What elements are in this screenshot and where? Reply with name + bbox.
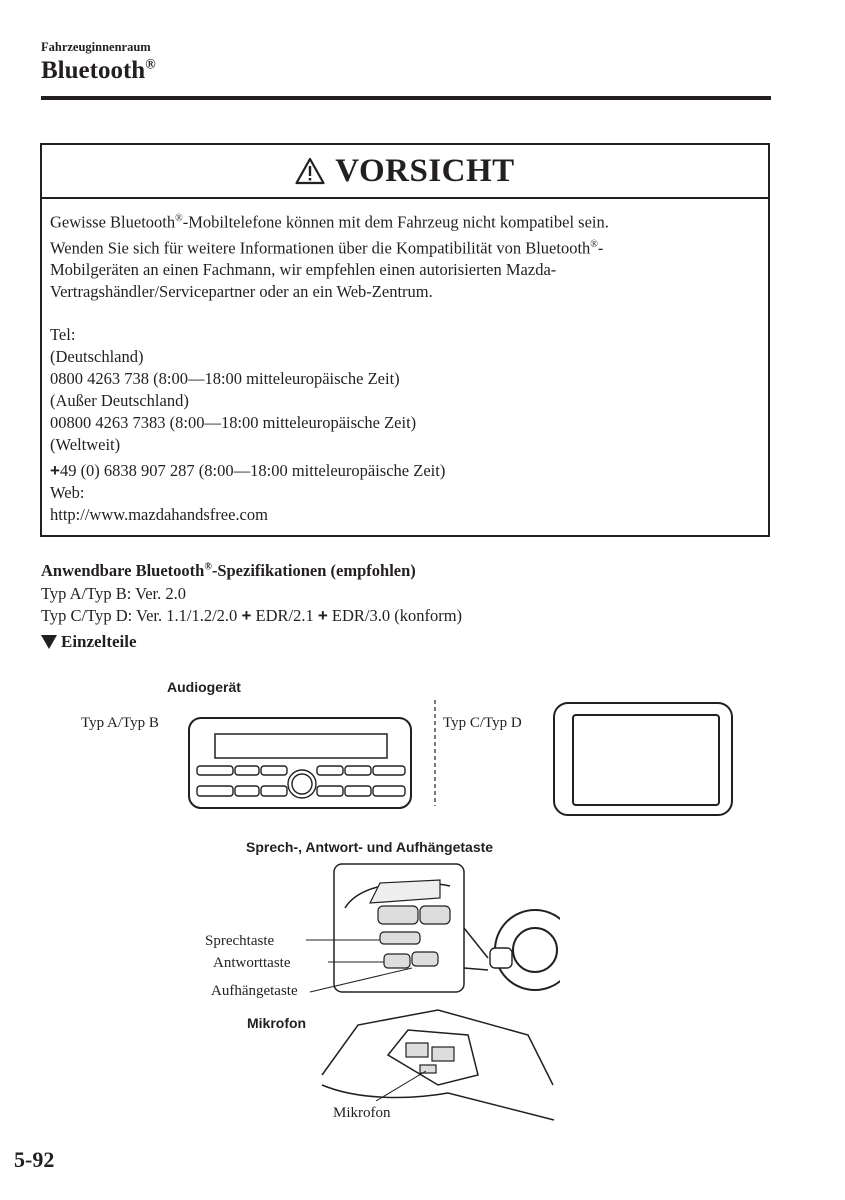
- audio-label: Audiogerät: [167, 679, 241, 695]
- caution-line: Vertragshändler/Servicepartner oder an ein Web-Zentrum.: [50, 282, 433, 301]
- spec-line-ab: Typ A/Typ B: Ver. 2.0: [41, 584, 186, 603]
- spec-heading: Anwendbare Bluetooth®-Spezifikationen (empfohlen): [41, 561, 416, 580]
- tel-label: Tel:: [50, 325, 76, 344]
- caution-body: [50, 208, 758, 526]
- worldwide-number: +49 (0) 6838 907 287 (8:00—18:00 mitteleuropäische Zeit): [50, 461, 446, 480]
- caution-line: Gewisse Bluetooth®-Mobiltelefone können mit dem Fahrzeug nicht kompatibel sein.: [50, 212, 609, 232]
- warning-triangle-icon: [295, 157, 325, 185]
- answer-button-label: Antworttaste: [213, 955, 291, 971]
- title-rule: [41, 96, 771, 100]
- caution-line: Wenden Sie sich für weitere Informationen über die Kompatibilität von Bluetooth®-: [50, 238, 604, 257]
- page-title: Bluetooth®: [41, 57, 156, 84]
- hangup-button-label: Aufhängetaste: [211, 983, 298, 999]
- buttons-label: Sprech-, Antwort- und Aufhängetaste: [246, 839, 494, 855]
- display-screen-illustration: [551, 700, 736, 818]
- microphone-callout: Mikrofon: [333, 1105, 391, 1121]
- web-label: Web:: [50, 483, 85, 502]
- type-ab-label: Typ A/Typ B: [81, 715, 159, 731]
- type-cd-label: Typ C/Typ D: [443, 715, 522, 731]
- web-url[interactable]: http://www.mazdahandsfree.com: [50, 505, 268, 524]
- triangle-down-icon: [41, 635, 57, 649]
- worldwide-label: (Weltweit): [50, 435, 121, 454]
- section-label: Fahrzeuginnenraum: [41, 40, 151, 54]
- parts-heading: Einzelteile: [41, 632, 137, 652]
- outside-germany-number: 00800 4263 7383 (8:00—18:00 mitteleuropäische Zeit): [50, 413, 417, 432]
- audio-unit-illustration: [185, 698, 545, 818]
- caution-line: Mobilgeräten an einen Fachmann, wir empfehlen einen autorisierten Mazda-: [50, 260, 557, 279]
- page-number: 5-92: [14, 1147, 55, 1172]
- caution-title: VORSICHT: [335, 152, 515, 189]
- germany-number: 0800 4263 738 (8:00—18:00 mitteleuropäische Zeit): [50, 369, 400, 388]
- caution-box: [40, 143, 770, 537]
- caution-header: [42, 145, 768, 199]
- steering-buttons-illustration: [300, 858, 560, 998]
- outside-germany-label: (Außer Deutschland): [50, 391, 189, 410]
- talk-button-label: Sprechtaste: [205, 933, 275, 949]
- spec-line-cd: Typ C/Typ D: Ver. 1.1/1.2/2.0 + EDR/2.1 + EDR/3.0 (konform): [41, 606, 463, 625]
- germany-label: (Deutschland): [50, 347, 144, 366]
- microphone-label: Mikrofon: [247, 1015, 307, 1031]
